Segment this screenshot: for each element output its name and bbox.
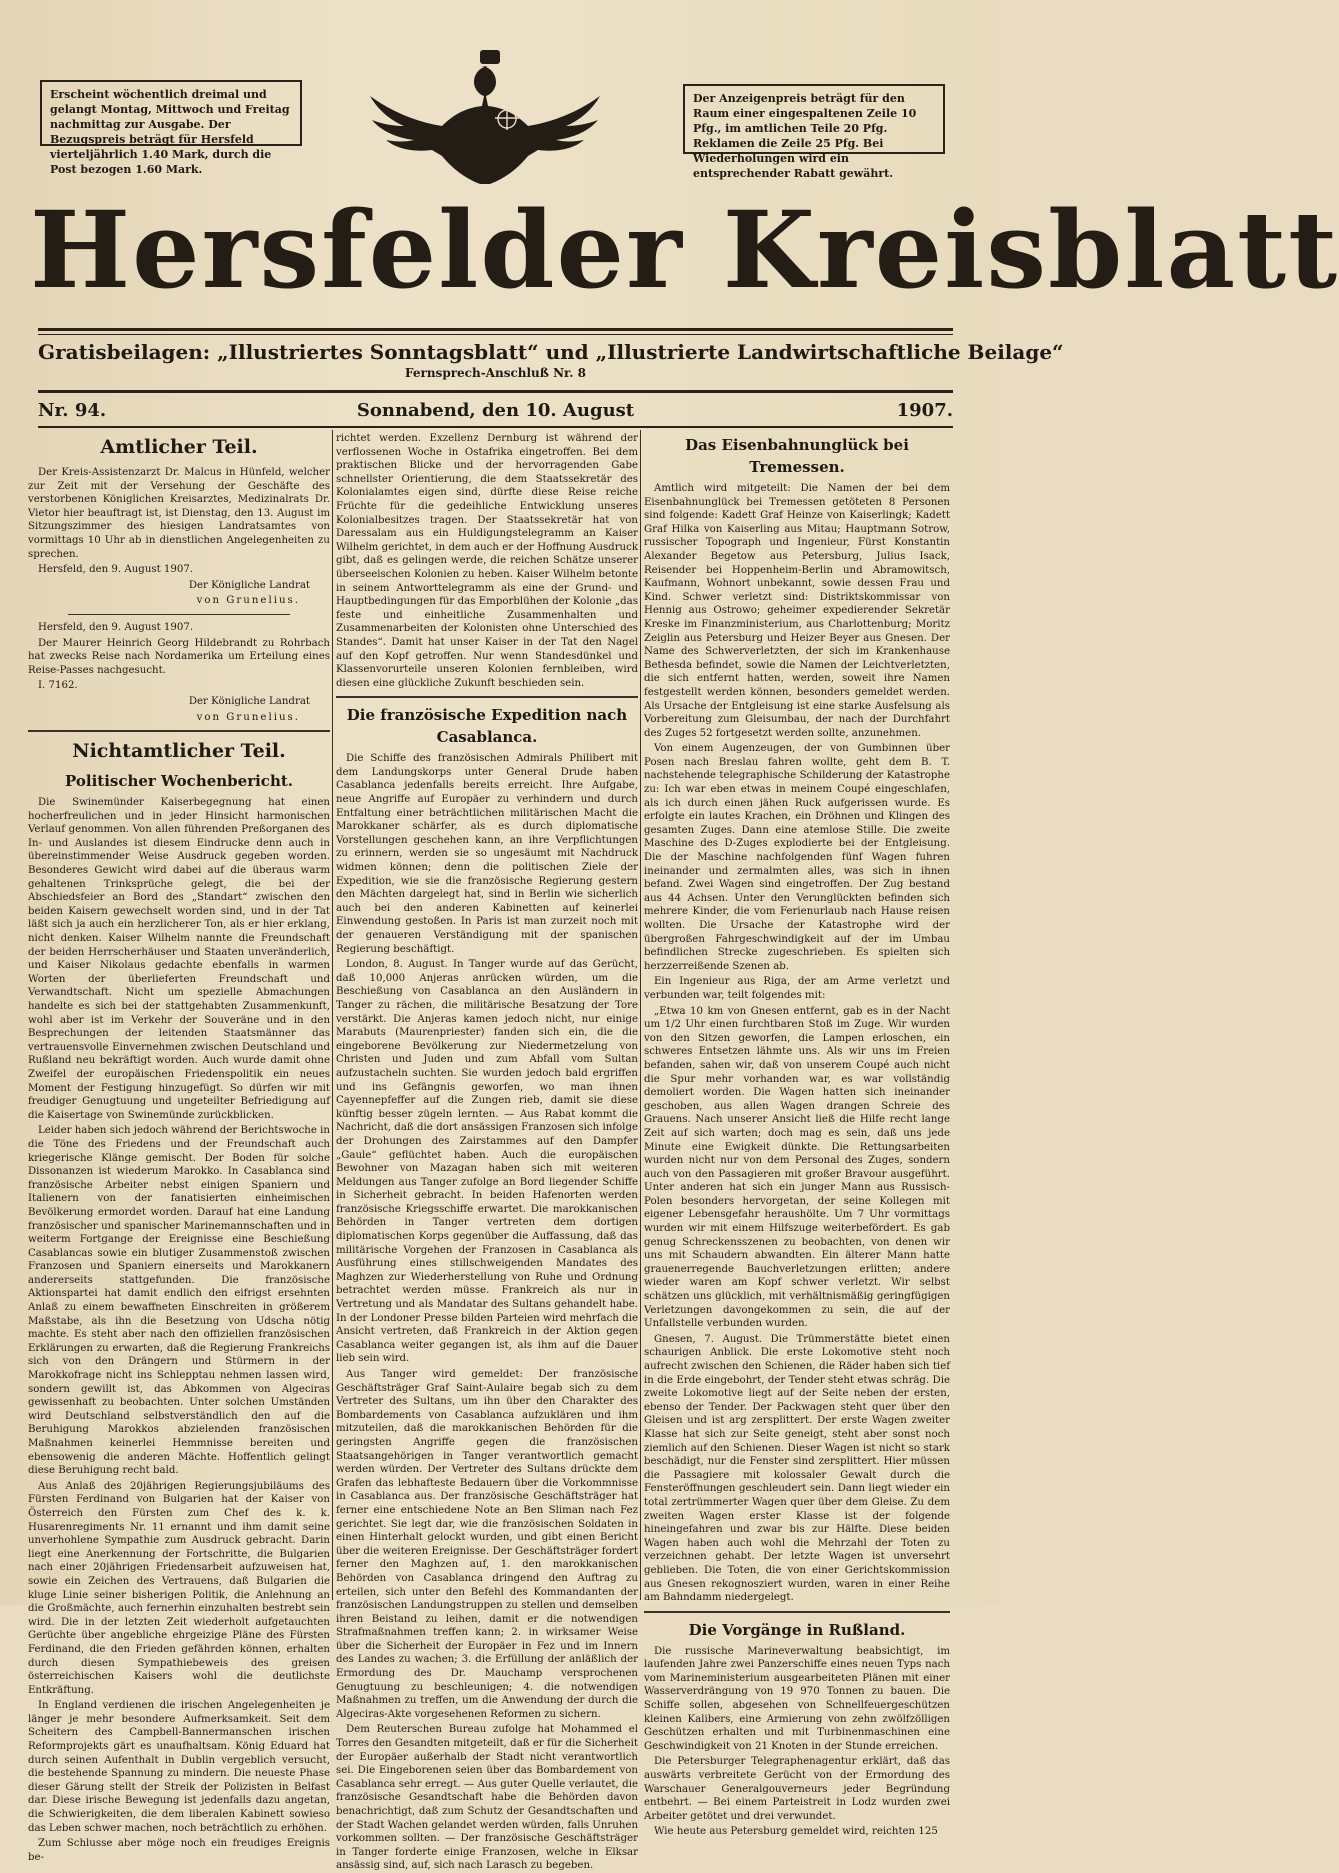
section-divider <box>28 730 330 732</box>
article-paragraph: „Etwa 10 km von Gnesen entfernt, gab es in der Nacht um 1/2 Uhr einen furchtbaren Stoß im Zuge. Wir wurden von den Sitzen geworfen, die Lampen erloschen, ein schweres Entsetzen lähmte uns. Als wir uns im Freien befanden, sahen wir, daß von unserem Coupé auch nicht die Spur mehr vorhanden war, es war vollständig demoliert worden. Die Wagen hatten sich ineinander geschoben, aus allen Wagen drangen Schreie des Grauens. Nach unserer Ansicht ließ die Hilfe recht lange Zeit auf sich warten; doch mag es sein, daß uns jede Minute eine Ewigkeit dünkte. Die Rettungsarbeiten wurden nicht nur von dem Personal des Zuges, sondern auch von den Passagieren mit großer Bravour ausgeführt. Unter anderen hat sich ein junger Mann aus Russisch-Polen besonders hervorgetan, der seine Kollegen mit eigener Lebensgefahr heraushölte. Um 7 Uhr vormittags wurden wir mit einem Hilfszuge weiterbefördert. Es gab genug Schreckensszenen zu beobachten, von denen wir uns mit Schaudern abwandten. Ein älterer Mann hatte grauenerregende Bauchverletzungen erlitten; andere wieder waren am Kopf schwer verletzt. Wir selbst schätzen uns glücklich, mit verhältnismäßig geringfügigen Verletzungen davongekommen zu sein, die auf der Unfallstelle verbunden wurden. <box>644 1005 950 1330</box>
article-paragraph: Ein Ingenieur aus Riga, der am Arme verletzt und verbunden war, teilt folgendes mit: <box>644 976 950 1001</box>
article-paragraph: Die Schiffe des französischen Admirals Philibert mit dem Landungskorps unter General Drude haben Casablanca jedenfalls bereits erreicht. Ihre Aufgabe, neue Angriffe auf Europäer zu verhindern und durch Entfaltung einer beträchtlichen militärischen Macht die Marokkaner schärfer, als es durch diplomatische Vorstellungen geschehen kann, an ihre Verpflichtungen zu erinnern, werden sie so ungesäumt mit Nachdruck widmen können; denn die politischen Ziele der Expedition, wie sie die französische Regierung gestern den Mächten dargelegt hat, sind in Berlin wie sicherlich auch bei den anderen Kabinetten auf keinerlei Einwendung gestoßen. In Paris ist man zurzeit noch mit der genaueren Verständigung mit der spanischen Regierung beschäftigt. <box>336 753 638 955</box>
article-paragraph: Die Petersburger Telegraphenagentur erklärt, daß das auswärts verbreitete Gerücht von der Ermordung des Warschauer Generalgouverneurs jeder Begründung entbehrt. — Bei einem Parteistreit in Lodz wurden zwei Arbeiter getötet und drei verwundet. <box>644 1756 950 1822</box>
notice-divider <box>68 614 290 615</box>
notice-1-signature: Der Königliche Landrat <box>188 579 310 591</box>
section-divider <box>644 1611 950 1613</box>
article-paragraph: In England verdienen die irischen Angelegenheiten je länger je mehr besondere Aufmerksamkeit. Seit dem Scheitern des Campbell-Bannermanschen irischen Reformprojekts gärt es unaufhaltsam. König Eduard hat durch seinen Aufenthalt in Dublin vergeblich versucht, die bestehende Spannung zu mindern. Die neueste Phase dieser Gärung stellt der Streik der Polizisten in Belfast dar. Diese irische Bewegung ist jedenfalls dazu angetan, die Schwierigkeiten, die dem liberalen Kabinett sowieso das Leben schwer machen, noch beträchtlich zu erhöhen. <box>28 1700 330 1834</box>
article-paragraph: London, 8. August. In Tanger wurde auf das Gerücht, daß 10,000 Anjeras anrücken würden, um die Beschießung von Casablanca an den Ausländern in Tanger zu rächen, die militärische Besatzung der Tore verstärkt. Die Anjeras kamen jedoch nicht, nur einige Marabuts (Maurenpriester) fanden sich ein, die die eingeborene Bevölkerung zur Niedermetzelung von Christen und Juden und zum Abfall vom Sultan aufzustacheln suchten. Sie wurden jedoch bald ergriffen und ins Gefängnis geworfen, wo man ihnen Cayennepfeffer auf die Zungen rieb, damit sie diese künftig besser zügeln lernten. — Aus Rabat kommt die Nachricht, daß die dort ansässigen Franzosen sich infolge der Drohungen des Zairstammes auf den Dampfer „Gaule“ geflüchtet haben. Auch die europäischen Bewohner von Mazagan haben sich mit weiteren Meldungen aus Tanger zufolge an Bord liegender Schiffe in Sicherheit gebracht. In beiden Hafenorten werden französische Kriegsschiffe erwartet. Die marokkanischen Behörden in Tanger vertreten dem dortigen diplomatischen Korps gegenüber die Auffassung, daß das militärische Vorgehen der Franzosen in Casablanca als Ausführung eines stillschweigenden Mandates des Maghzen zur Wiederherstellung von Ruhe und Ordnung betrachtet werden müsse. Frankreich als nur in Vertretung und als Mandatar des Sultans gehandelt habe. In der Londoner Presse bilden Parteien wird mehrfach die Ansicht vertreten, daß Frankreich in der Aktion gegen Casablanca weiter gegangen ist, als ihm auf die Dauer lieb sein wird. <box>336 959 638 1365</box>
issue-date: Sonnabend, den 10. August <box>356 400 635 421</box>
phone-line: Fernsprech-Anschluß Nr. 8 <box>405 366 586 380</box>
article-paragraph: Die russische Marineverwaltung beabsichtigt, im laufenden Jahre zwei Panzerschiffe eines neuen Typs nach vom Marineministerium ausgearbeiteten Plänen mit einer Wasserverdrängung von 19 970 Tonnen zu bauen. Die Schiffe sollen, abgesehen von Schnellfeuergeschützen kleinen Kalibers, eine Armierung von zehn zwölfzölligen Geschützen erhalten und mit Turbinenmaschinen eine Geschwindigkeit von 21 Knoten in der Stunde erreichen. <box>644 1645 950 1752</box>
column-3 <box>644 432 950 1838</box>
dateline-bottom-rule <box>38 426 953 428</box>
issue-number: Nr. 94. <box>38 400 107 421</box>
subscription-notice: Erscheint wöchentlich dreimal und gelangt Montag, Mittwoch und Freitag nachmittag zur Ausgabe. Der Bezugspreis beträgt für Hersfeld vierteljährlich 1.40 Mark, durch die Post bezogen 1.60 Mark. <box>40 80 302 146</box>
article-paragraph: Die Swinemünder Kaiserbegegnung hat einen hocherfreulichen und in jeder Hinsicht harmonischen Verlauf genommen. Von allen führenden Preßorganen des In- und Auslandes ist diesem Eindrucke denn auch in übereinstimmender Weise Ausdruck gegeben worden. Besonderes Gewicht wird dabei auf die überaus warm gehaltenen Trinksprüche gelegt, die bei der Abschiedsfeier an Bord des „Standart“ zwischen den beiden Kaisern gewechselt worden sind, und in der Tat läßt sich ja auch ein herzlicherer Ton, als er hier erklang, nicht denken. Kaiser Wilhelm nannte die Freundschaft der beiden Herrscherhäuser und Staaten unveränderlich, und Kaiser Nikolaus gedachte ebenfalls in warmen Worten der überlieferten Freundschaft und Verwandtschaft. Nicht um spezielle Abmachungen handelte es sich bei der stattgehabten Zusammenkunft, wohl aber ist im Verkehr der Souveräne und in den Besprechungen der leitenden Staatsmänner das vertrauensvolle Einvernehmen zwischen Deutschland und Rußland neu bekräftigt worden. Auch wurde damit ohne Zweifel der europäischen Friedenspolitik ein neues Moment der Festigung hinzugefügt. So dürfen wir mit freudiger Genugtuung und ungeteilter Befriedigung auf die Kaisertage von Swinemünde zurückblicken. <box>28 797 330 1121</box>
article-paragraph: richtet werden. Exzellenz Dernburg ist während der verflossenen Woche in Ostafrika eingetroffen. Bei dem praktischen Blicke und der hervorragenden Gabe schnellster Orientierung, die dem Staatssekretär des Kolonialamtes eigen sind, dürfte diese Reise reiche Früchte für die gedeihliche Entwicklung unseres Kolonialbesitzes tragen. Der Staatssekretär hat von Daressalam aus ein Huldigungstelegramm an Kaiser Wilhelm gerichtet, in dem auch er der Hoffnung Ausdruck gibt, daß es gelingen werde, die reichen Schätze unserer überseeischen Kolonien zu heben. Kaiser Wilhelm betonte in seinem Antworttelegramm als eine der Grund- und Hauptbedingungen für das Emporblühen der Kolonie „das feste und einheitliche Zusammenhalten und Zusammenarbeiten der Kolonisten ohne Unterschied des Standes“. Damit hat unser Kaiser in der Tat den Nagel auf den Kopf getroffen. Nur wenn Standesdünkel und Klassenvorurteile unseren Kolonien fernbleiben, wird diesen eine glückliche Zukunft beschieden sein. <box>336 433 638 689</box>
column-1 <box>28 432 330 1863</box>
column-divider <box>332 430 333 1600</box>
notice-1-name: von Grunelius. <box>196 595 300 607</box>
issue-year: 1907. <box>896 400 953 421</box>
official-notice-1: Der Kreis-Assistenzarzt Dr. Malcus in Hünfeld, welcher zur Zeit mit der Versehung der Geschäfte des verstorbenen Königlichen Kreisarztes, Medizinalrats Dr. Vietor hier beauftragt ist, ist Dienstag, den 13. August im Sitzungszimmer des hiesigen Landratsamtes von vormittags 10 Uhr ab in dienstlichen Angelegenheiten zu sprechen. <box>28 467 330 560</box>
masthead-rule <box>38 328 953 331</box>
russland-heading: Die Vorgänge in Rußland. <box>688 1620 906 1639</box>
dateline-top-rule <box>38 390 953 393</box>
article-paragraph: Von einem Augenzeugen, der von Gumbinnen über Posen nach Breslau fahren wollte, geht dem B. T. nachstehende telegraphische Schilderung der Katastrophe zu: Ich war eben etwas in meinem Coupé eingeschlafen, als ich durch einen jähen Ruck aufgerissen wurde. Es erfolgte ein lautes Krachen, ein Dröhnen und Klingen des gesamten Zuges. Dann eine atemlose Stille. Die zweite Maschine des D-Zuges explodierte bei der Entgleisung. Die der Maschine nachfolgenden fünf Wagen fuhren ineinander und zermalmten alles, was sich in ihnen befand. Zwei Wagen sind eingetroffen. Der Zug bestand aus 44 Achsen. Unter den Verunglückten befinden sich mehrere Kinder, die vom Ferienurlaub nach Hause reisen wollten. Die Ursache der Katastrophe wird der übergroßen Fahrgeschwindigkeit auf der im Umbau befindlichen Strecke zugeschrieben. Es spielten sich herzzerreißende Szenen ab. <box>644 743 950 972</box>
notice-2-ref: I. 7162. <box>38 680 78 692</box>
article-paragraph: Leider haben sich jedoch während der Berichtswoche in die Töne des Friedens und der Freundschaft auch kriegerische Klänge gemischt. Der Boden für solche Dissonanzen ist wiederum Marokko. In Casablanca sind französische Arbeiter nebst einigen Spaniern und Italienern von der fanatisierten einheimischen Bevölkerung ermordet worden. Darauf hat eine Landung französischer und spanischer Marinemannschaften und in weiterm Fortgange der Ereignisse eine Beschießung Casablancas sowie ein blutiger Zusammenstoß zwischen Franzosen und Spaniern einerseits und Marokkanern andererseits stattgefunden. Die französische Aktionspartei hat damit endlich den eifrigst ersehnten Anlaß zu einem bewaffneten Einschreiten in größerem Maßstabe, als ihn die Besetzung von Udscha nötig machte. Es steht aber nach den offiziellen französischen Erklärungen zu erwarten, daß die Regierung Frankreichs sich von den Drängern und Stürmern in der Marokkofrage nicht ins Schlepptau nehmen lassen wird, sondern gewillt ist, das Abkommen von Algeciras gewissenhaft zu beobachten. Unter solchen Umständen wird Deutschland selbstverständlich den auf die Beruhigung Marokkos abzielenden französischen Maßnahmen keinerlei Hemmnisse bereiten und ebensowenig die anderen Mächte. Hoffentlich gelingt diese Beruhigung recht bald. <box>28 1125 330 1477</box>
advertising-notice: Der Anzeigenpreis beträgt für den Raum einer eingespaltenen Zeile 10 Pfg., im amtlichen Teile 20 Pfg. Reklamen die Zeile 25 Pfg. Bei Wiederholungen wird ein entsprechender Rabatt gewährt. <box>683 84 945 154</box>
expedition-heading: Die französische Expedition nach Casablanca. <box>346 706 628 747</box>
imperial-eagle-icon <box>355 48 625 188</box>
dateline <box>38 400 953 424</box>
column-divider <box>640 430 641 1600</box>
article-paragraph: Aus Anlaß des 20jährigen Regierungsjubiläums des Fürsten Ferdinand von Bulgarien hat der Kaiser von Österreich den Fürsten zum Chef des k. k. Husarenregiments Nr. 11 ernannt und ihm damit seine unverhohlene Sympathie zum Ausdruck gebracht. Darin liegt eine Anerkennung der Fortschritte, die Bulgarien nach einer 20jährigen Friedensarbeit aufzuweisen hat, sowie ein Zeichen des Vertrauens, daß Bulgarien die kluge Linie seiner bisherigen Politik, die Anlehnung an die Großmächte, auch fernerhin einzuhalten bestrebt sein wird. Die in der letzten Zeit wiederholt aufgetauchten Gerüchte über angebliche ehrgeizige Pläne des Fürsten Ferdinand, die den Frieden gefährden können, erhalten durch diesen Sympathiebeweis des greisen österreichischen Kaisers wohl die deutlichste Entkräftung. <box>28 1480 330 1696</box>
notice-1-date: Hersfeld, den 9. August 1907. <box>38 564 194 576</box>
supplements-line: Gratisbeilagen: „Illustriertes Sonntagsblatt“ und „Illustrierte Landwirtschaftliche Beilage“ <box>38 340 1064 364</box>
section-divider <box>336 696 638 698</box>
article-paragraph: Gnesen, 7. August. Die Trümmerstätte bietet einen schaurigen Anblick. Die erste Lokomotive steht noch aufrecht zwischen den Schienen, die Räder haben sich tief in die Erde eingebohrt, der Tender steht etwas schräg. Die zweite Lokomotive liegt auf der Seite neben der ersten, ebenso der Tender. Der Packwagen steht quer über den Gleisen und ist arg zersplittert. Der erste Wagen zweiter Klasse hat sich zur Seite geneigt, steht aber sonst noch ziemlich auf den Schienen. Dieser Wagen ist nicht so stark beschädigt, nur die Fenster sind zersplittert. Hier müssen die Passagiere mit kolossaler Gewalt durch die Fensteröffnungen geschleudert sein. Dann liegt wieder ein total zertrümmerter Wagen quer über dem Gleise. Zu dem zweiten Wagen erster Klasse ist der folgende hineingefahren und zwar bis zur Hälfte. Diese beiden Wagen haben auch wohl die Mehrzahl der Toten zu verzeichnen gehabt. Der letzte Wagen ist unversehrt geblieben. Die Toten, die von einer Gerichtskommission aus Gnesen rekognosziert wurden, waren in einer Reihe am Bahndamm niedergelegt. <box>644 1333 950 1604</box>
article-paragraph: Aus Tanger wird gemeldet: Der französische Geschäftsträger Graf Saint-Aulaire begab sich zu dem Vertreter des Sultans, um ihn über den Charakter des Bombardements von Casablanca aufzuklären und ihm mitzuteilen, daß die marokkanischen Behörden für die geringsten Angriffe gegen die französischen Staatsangehörigen in Tanger verantwortlich gemacht werden würden. Der Vertreter des Sultans drückte dem Grafen das lebhafteste Bedauern über die Vorkommnisse in Casablanca aus. Der französische Geschäftsträger hat ferner eine entschiedene Note an Ben Sliman nach Fez gerichtet. Sie legt dar, wie die französischen Soldaten in einen Hinterhalt gelockt wurden, und gibt einen Bericht über die weiteren Ereignisse. Der Geschäftsträger fordert ferner den Maghzen auf, 1. den marokkanischen Behörden von Casablanca dringend den Auftrag zu erteilen, sich unter den Befehl des Kommandanten der französischen Landungstruppen zu stellen und demselben ihren Beistand zu leihen, damit er die notwendigen Strafmaßnahmen treffen kann; 2. in wirksamer Weise über die Sicherheit der Europäer in Fez und im Innern des Landes zu wachen; 3. die Erfüllung der anläßlich der Ermordung des Dr. Mauchamp versprochenen Genugtuung zu beschleunigen; 4. die notwendigen Maßnahmen zu treffen, um die Anwendung der durch die Algeciras-Akte vorgesehenen Reformen zu sichern. <box>336 1369 638 1720</box>
masthead-rule-thin <box>38 334 953 335</box>
article-paragraph: Wie heute aus Petersburg gemeldet wird, reichten 125 <box>654 1826 938 1838</box>
article-paragraph: Dem Reuterschen Bureau zufolge hat Mohammed el Torres den Gesandten mitgeteilt, daß er für die Sicherheit der Europäer außerhalb der Stadt nicht verantwortlich sei. Die Eingeborenen seien über das Bombardement von Casablanca sehr erregt. — Aus guter Quelle verlautet, die französische Gesandtschaft habe die Behörden davon benachrichtigt, daß zum Schutz der Gesandtschaften und der Stadt Wachen gelandet werden würden, falls Unruhen vorkommen sollten. — Der französische Geschäftsträger in Tanger forderte einige Franzosen, welche in Elksar ansässig sind, auf, sich nach Larasch zu begeben. <box>336 1724 639 1872</box>
notice-2-name: von Grunelius. <box>196 711 300 723</box>
article-paragraph: Amtlich wird mitgeteilt: Die Namen der bei dem Eisenbahnunglück bei Tremessen getöteten 8 Personen sind folgende: Kadett Graf Heinze von Kaiserlingk; Kadett Graf Hilka von Kaiserling aus Mitau; Hauptmann Sotrow, russischer Topograph und Ingenieur, Fürst Konstantin Alexander Begetow aus Petersburg, Julius Isack, Reisender bei Hoppenheim-Berlin und Abramowitsch, Kaufmann, Wohnort unbekannt, sowie dessen Frau und Kind. Schwer verletzt sind: Distriktskommissar von Hennig aus Ostrowo; geheimer expedierender Sekretär Kreske im Finanzministerium, aus Charlottenburg; Moritz Zeiglin aus Petersburg und Heizer Beyer aus Gnesen. Der Name des Schwerverletzten, der sich im Krankenhause Bethesda befindet, sowie die Namen der Leichtverletzten, die sich entfernt hatten, werden, soweit ihre Namen festgestellt werden können, besonders gemeldet werden. Als Ursache der Entgleisung ist eine starke Ausfelsung als Vorbereitung zum Gleisumbau, der nach der Durchfahrt des Zuges 52 fortgesetzt werden sollte, anzunehmen. <box>644 483 950 739</box>
masthead-title: Hersfelder Kreisblatt <box>30 187 1339 312</box>
notice-2-signature: Der Königliche Landrat <box>188 695 310 707</box>
train-accident-heading: Das Eisenbahnunglück bei Tremessen. <box>685 436 909 476</box>
amtlicher-teil-heading: Amtlicher Teil. <box>100 436 258 458</box>
column-2 <box>336 432 639 1872</box>
nichtamtlicher-teil-heading: Nichtamtlicher Teil. <box>72 740 286 763</box>
official-notice-2: Der Maurer Heinrich Georg Hildebrandt zu Rohrbach hat zwecks Reise nach Nordamerika um Erteilung eines Reise-Passes nachgesucht. <box>28 637 330 676</box>
wochenbericht-heading: Politischer Wochenbericht. <box>65 772 293 791</box>
article-paragraph: Zum Schlusse aber möge noch ein freudiges Ereignis be- <box>28 1838 330 1863</box>
notice-2-date: Hersfeld, den 9. August 1907. <box>38 621 194 633</box>
